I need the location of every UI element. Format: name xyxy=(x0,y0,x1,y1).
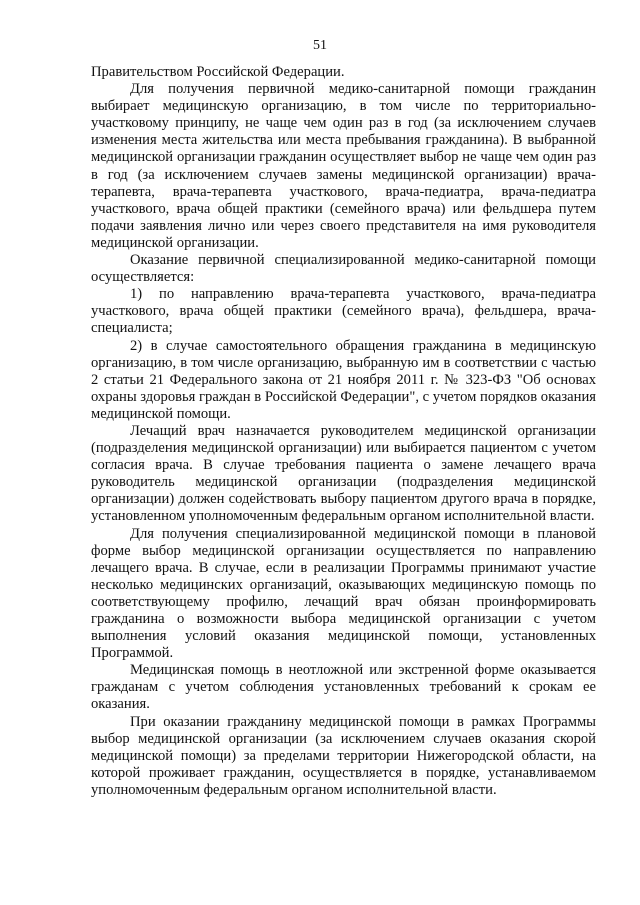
list-item-1: 1) по направлению врача-терапевта участкового, врача-педиатра участкового, врача общей практики (семейного врача), фельдшера, врача-специалиста; xyxy=(91,286,596,337)
paragraph-primary-care-choice: Для получения первичной медико-санитарной помощи гражданин выбирает медицинскую организацию, в том числе по территориально-участковому принципу, не чаще чем один раз в год (за исключением случаев изменения места жительства или места пребывания гражданина). В выбранной медицинской организации гражданин осуществляет выбор не чаще чем один раз в год (за исключением случаев замены медицинской организации) врача-терапевта, врача-терапевта участкового, врача-педиатра, врача-педиатра участкового, врача общей практики (семейного врача) или фельдшера путем подачи заявления лично или через своего представителя на имя руководителя медицинской организации. xyxy=(91,81,596,251)
paragraph-planned-specialized-care: Для получения специализированной медицинской помощи в плановой форме выбор медицинской организации осуществляется по направлению лечащего врача. В случае, если в реализации Программы принимают участие несколько медицинских организаций, оказывающих медицинскую помощь по соответствующему профилю, лечащий врач обязан проинформировать гражданина о возможности выбора медицинской организации с учетом выполнения условий оказания медицинской помощи, установленных Программой. xyxy=(91,525,596,662)
paragraph-continuation: Правительством Российской Федерации. xyxy=(91,64,345,80)
paragraph-specialized-care-intro: Оказание первичной специализированной медико-санитарной помощи осуществляется: xyxy=(91,252,596,286)
paragraph-attending-physician: Лечащий врач назначается руководителем медицинской организации (подразделения медицинской организации) или выбирается пациентом с учетом согласия врача. В случае требования пациента о замене лечащего врача руководитель медицинской организации (подразделения медицинской организации) должен содействовать выбору пациентом другого врача в порядке, установленном уполномоченным федеральным органом исполнительной власти. xyxy=(91,422,596,525)
paragraph-emergency-care: Медицинская помощь в неотложной или экстренной форме оказывается гражданам с учетом соблюдения установленных требований к срокам ее оказания. xyxy=(91,662,596,713)
list-item-2: 2) в случае самостоятельного обращения гражданина в медицинскую организацию, в том числе организацию, выбранную им в соответствии с частью 2 статьи 21 Федерального закона от 21 ноября 2011 г. № 323-ФЗ "Об основах охраны здоровья граждан в Российской Федерации", с учетом порядков оказания медицинской помощи. xyxy=(91,337,596,422)
page-number: 51 xyxy=(313,38,327,53)
paragraph-outside-region: При оказании гражданину медицинской помощи в рамках Программы выбор медицинской организации (за исключением случаев оказания скорой медицинской помощи) за пределами территории Нижегородской области, на которой проживает гражданин, осуществляется в порядке, устанавливаемом уполномоченным федеральным органом исполнительной власти. xyxy=(91,713,596,798)
document-body xyxy=(91,64,596,799)
